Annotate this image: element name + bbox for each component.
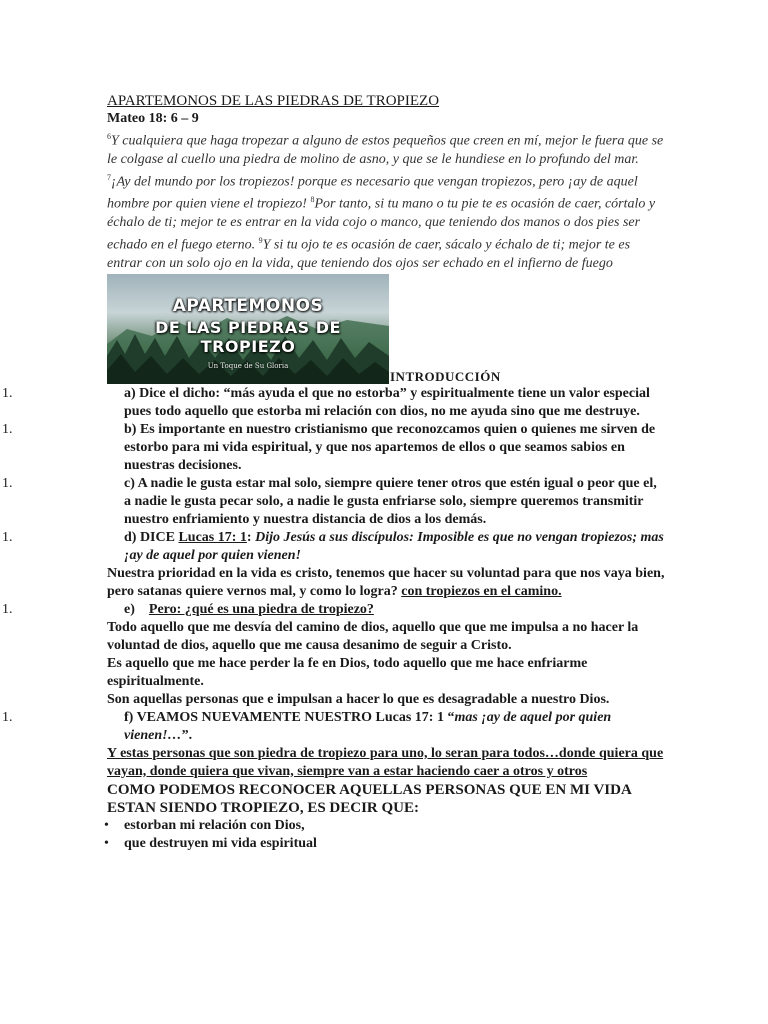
paragraph-underlined: Y estas personas que son piedra de tropiezo para uno, lo seran para todos…donde quiera que vayan, donde quiera que vivan, siempre van a estar haciendo caer a otros y otros [107, 745, 664, 779]
list-item-d: 1. d) DICE Lucas 17: 1: Dijo Jesús a sus discípulos: Imposible es que no vengan tropiezos; mas ¡ay de aquel por quien vienen! [2, 529, 664, 563]
hero-subtitle: Un Toque de Su Gloria [207, 361, 289, 370]
bullet-item: • que destruyen mi vida espiritual [104, 835, 317, 851]
hero-row [107, 274, 667, 385]
intro-heading: INTRODUCCIÓN [390, 368, 501, 384]
scripture-reference: Mateo 18: 6 – 9 [107, 111, 199, 126]
list-number: 1. [2, 385, 13, 401]
scripture-quote: Dijo Jesús a sus discípulos: Imposible es que no vengan tropiezos; mas ¡ay de aquel por quien vienen! [124, 529, 664, 563]
bullet-dot: • [104, 817, 109, 833]
underlined-phrase: con tropiezos en el camino. [401, 583, 562, 599]
document-body [2, 92, 667, 853]
paragraph-people: Son aquellas personas que e impulsan a hacer lo que es desagradable a nuestro Dios. [107, 691, 610, 707]
bullet-dot: • [104, 835, 109, 851]
paragraph-definition: Todo aquello que me desvía del camino de dios, aquello que que me impulsa a no hacer la voluntad de dios, aquello que me causa desanimo de seguir a Cristo. [107, 619, 639, 653]
verse-6: $^6$Y cualquiera que haga tropezar a alguno de estos pequeños que creen en mí, mejor le fuera que se le colgase al cuello una piedra de molino de asno, y que se le hundiese en lo profundo del mar. [107, 132, 664, 167]
list-number: 1. [2, 529, 13, 545]
section-heading: COMO PODEMOS RECONOCER AQUELLAS PERSONAS QUE EN MI VIDA ESTAN SIENDO TROPIEZO, ES DECIR QUE: [107, 781, 631, 816]
list-number: 1. [2, 475, 13, 491]
verse-number: 6 [107, 132, 111, 141]
hero-image [107, 274, 389, 384]
list-number: 1. [2, 709, 13, 725]
scripture-link[interactable]: Lucas 17: 1 [178, 529, 247, 545]
list-item-b: 1. b) Es importante en nuestro cristianismo que reconozcamos quien o quienes me sirven de estorbo para mi vida espiritual, y que nos apartemos de ellos o que seamos sabios en nuestras decisiones. [2, 421, 656, 473]
list-number: 1. [2, 421, 13, 437]
bullet-item: • estorban mi relación con Dios, [104, 817, 305, 833]
question-heading: Pero: ¿qué es una piedra de tropiezo? [148, 601, 374, 617]
list-item-a: 1. a) Dice el dicho: “más ayuda el que no estorba” y espiritualmente tiene un valor especial pues todo aquello que estorba mi relación con dios, no me ayuda sino que me destruye. [2, 385, 650, 419]
list-item-c: 1. c) A nadie le gusta estar mal solo, siempre quiere tener otros que estén igual o peor que el, a nadie le gusta pecar solo, a nadie le gusta enfriarse solo, siempre queremos transmitir nuestro enfriamiento y nuestra distancia de dios a los demás. [2, 475, 657, 527]
paragraph-priority: Nuestra prioridad en la vida es cristo, tenemos que hacer su voluntad para que nos vaya bien, pero satanas quiere vernos mal, y como lo logra? con tropiezos en el camino. [107, 565, 665, 599]
hero-title-line1: APARTEMONOS [172, 295, 324, 316]
verses-7-9: $^7$¡Ay del mundo por los tropiezos! porque es necesario que vengan tropiezos, pero ¡ay de aquel hombre por quien viene el tropiezo! $^8$Por tanto, si tu mano o tu pie te es ocasión de caer, córtalo y échalo de ti; mejor te es entrar en la vida cojo o manco, que teniendo dos manos o dos pies ser echado en el fuego eterno. $^9$Y si tu ojo te es ocasión de caer, sácalo y échalo de ti; mejor te es entrar con un solo ojo en la vida, que teniendo dos ojos ser echado en el infierno de fuego [107, 172, 656, 271]
list-item-f: 1. f) VEAMOS NUEVAMENTE NUESTRO Lucas 17: 1 “mas ¡ay de aquel por quien vienen!…”. [2, 709, 612, 743]
paragraph-faith: Es aquello que me hace perder la fe en Dios, todo aquello que me hace enfriarme espiritualmente. [107, 655, 588, 689]
hero-title-line2: DE LAS PIEDRAS DE TROPIEZO [155, 317, 341, 356]
verse-number: 8 [310, 195, 315, 205]
list-item-e: 1. e) Pero: ¿qué es una piedra de tropiezo? [2, 601, 374, 617]
verse-number: 9 [258, 235, 263, 245]
document-title: APARTEMONOS DE LAS PIEDRAS DE TROPIEZO [107, 93, 440, 109]
verse-number: 7 [107, 172, 111, 182]
list-number: 1. [2, 601, 13, 617]
